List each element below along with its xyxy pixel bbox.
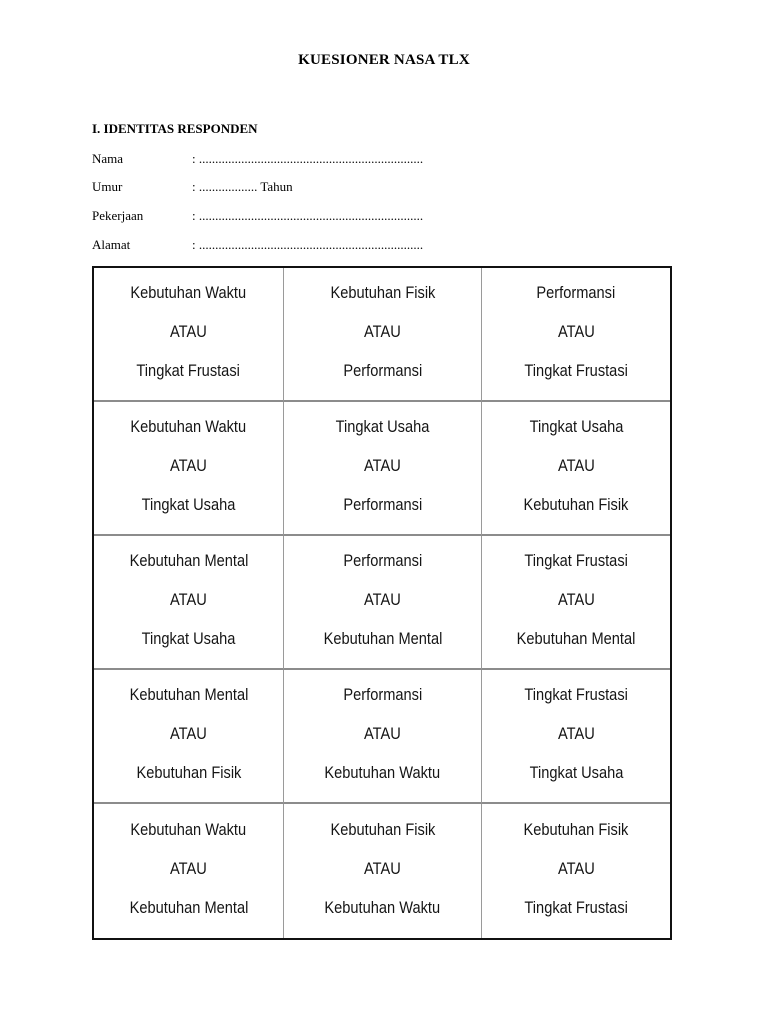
field-blank: : .................. Tahun: [192, 179, 293, 194]
pair-option-a: Tingkat Frustasi: [524, 551, 628, 571]
pair-separator: ATAU: [557, 321, 595, 341]
field-label: Pekerjaan: [92, 208, 144, 223]
pair-cell[interactable]: [94, 268, 284, 402]
pair-cell[interactable]: [482, 670, 670, 804]
pair-cell[interactable]: [284, 402, 482, 536]
pair-option-b: Kebutuhan Mental: [323, 628, 442, 648]
pair-option-b: Tingkat Usaha: [141, 628, 236, 648]
field-alamat: [92, 236, 423, 254]
pair-separator: ATAU: [170, 723, 207, 743]
pair-option-b: Tingkat Usaha: [529, 762, 623, 782]
field-pekerjaan: [92, 207, 423, 225]
field-label: Umur: [92, 179, 123, 194]
pair-option-a: Kebutuhan Fisik: [330, 819, 435, 839]
pair-option-a: Kebutuhan Fisik: [330, 283, 435, 303]
pair-separator: ATAU: [557, 589, 595, 609]
pair-option-b: Kebutuhan Mental: [129, 898, 248, 918]
pair-option-a: Kebutuhan Waktu: [130, 417, 247, 437]
pair-separator: ATAU: [364, 455, 401, 475]
pair-option-a: Kebutuhan Fisik: [523, 819, 629, 839]
field-label: Alamat: [92, 237, 131, 252]
pair-option-a: Tingkat Usaha: [335, 417, 430, 437]
pair-option-a: Kebutuhan Waktu: [130, 819, 247, 839]
pair-option-b: Kebutuhan Fisik: [136, 762, 241, 782]
pair-separator: ATAU: [557, 455, 595, 475]
pair-separator: ATAU: [364, 858, 401, 878]
pair-cell[interactable]: [94, 670, 284, 804]
pair-separator: ATAU: [557, 858, 595, 878]
pair-separator: ATAU: [170, 589, 207, 609]
pair-option-a: Performansi: [343, 551, 422, 571]
pair-separator: ATAU: [170, 321, 207, 341]
pair-separator: ATAU: [364, 321, 401, 341]
field-umur: [92, 178, 293, 196]
pair-option-a: Tingkat Frustasi: [524, 685, 628, 705]
pair-cell[interactable]: [284, 670, 482, 804]
pair-option-b: Tingkat Frustasi: [136, 360, 241, 380]
pair-option-b: Kebutuhan Waktu: [324, 898, 441, 918]
pair-option-b: Performansi: [343, 494, 422, 514]
pair-option-b: Kebutuhan Fisik: [523, 494, 629, 514]
pair-option-b: Kebutuhan Mental: [516, 628, 636, 648]
pair-cell[interactable]: [284, 536, 482, 670]
pair-cell[interactable]: [482, 536, 670, 670]
pair-cell[interactable]: [94, 536, 284, 670]
pairwise-comparison-table: [92, 266, 672, 940]
pair-option-a: Kebutuhan Waktu: [130, 283, 247, 303]
pair-option-a: Tingkat Usaha: [529, 417, 623, 437]
pair-cell[interactable]: [94, 402, 284, 536]
pair-option-b: Performansi: [343, 360, 422, 380]
pair-separator: ATAU: [170, 455, 207, 475]
pair-cell[interactable]: [482, 268, 670, 402]
pair-option-b: Tingkat Usaha: [141, 494, 236, 514]
pair-cell[interactable]: [482, 402, 670, 536]
pair-cell[interactable]: [284, 268, 482, 402]
pair-option-a: Kebutuhan Mental: [129, 551, 248, 571]
pair-separator: ATAU: [170, 858, 207, 878]
field-nama: [92, 150, 423, 168]
field-blank: : .....................................................................: [192, 237, 424, 252]
field-label: Nama: [92, 151, 124, 166]
pair-separator: ATAU: [364, 723, 401, 743]
pair-option-a: Performansi: [343, 685, 422, 705]
pair-cell[interactable]: [94, 804, 284, 938]
field-blank: : .....................................................................: [192, 151, 424, 166]
pair-option-b: Tingkat Frustasi: [524, 898, 628, 918]
pair-option-a: Performansi: [536, 283, 616, 303]
pair-cell[interactable]: [284, 804, 482, 938]
document-title: KUESIONER NASA TLX: [298, 52, 470, 68]
pair-option-a: Kebutuhan Mental: [129, 685, 248, 705]
pair-separator: ATAU: [364, 589, 401, 609]
pair-separator: ATAU: [557, 723, 595, 743]
section-heading: I. IDENTITAS RESPONDEN: [92, 121, 258, 136]
pair-cell[interactable]: [482, 804, 670, 938]
field-blank: : .....................................................................: [192, 208, 424, 223]
pair-option-b: Tingkat Frustasi: [524, 360, 628, 380]
pair-option-b: Kebutuhan Waktu: [324, 762, 441, 782]
